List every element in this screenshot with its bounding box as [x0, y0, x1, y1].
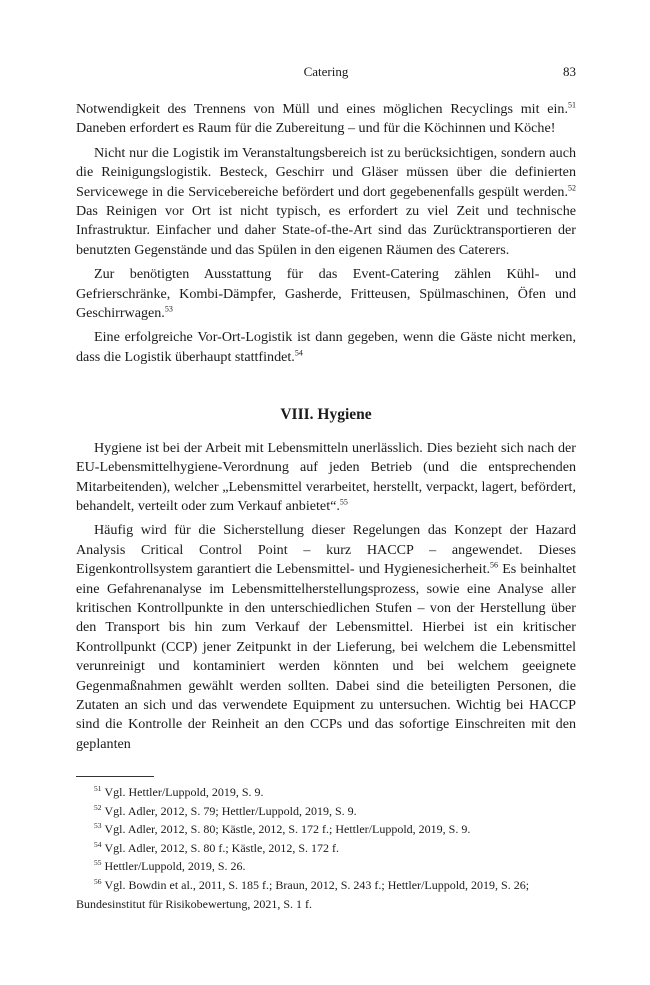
paragraph: Zur benötigten Ausstattung für das Event-Catering zählen Kühl- und Gefrierschränke, Kombi-Dämpfer, Gasherde, Fritteusen, Spülmaschinen, Öfen und Geschirrwagen.$^{53}$ — [76, 266, 576, 322]
running-header — [76, 62, 576, 82]
footnote-ref[interactable]: 56 — [490, 560, 499, 570]
running-title: Catering — [303, 64, 349, 79]
footnote-ref[interactable]: 54 — [294, 348, 303, 358]
footnote: $^{56}$ Vgl. Bowdin et al., 2011, S. 185 f.; Braun, 2012, S. 243 f.; Hettler/Luppold, 2019, S. 26; Bundesinstitut für Risikobewertung, 2021, S. 1 f. — [76, 876, 530, 911]
footnote-ref[interactable]: 51 — [568, 100, 576, 110]
footnote-ref[interactable]: 52 — [568, 182, 576, 192]
paragraph: Eine erfolgreiche Vor-Ort-Logistik ist dann gegeben, wenn die Gäste nicht merken, dass die Logistik überhaupt stattfindet.$^{54}$ — [76, 329, 576, 365]
paragraph: Nicht nur die Logistik im Veranstaltungsbereich ist zu berücksichtigen, sondern auch die Reinigungslogistik. Besteck, Geschirr und Gläser müssen über die definierten Servicewege in die Servicebereiche befördert und dort gegebenenfalls gespült werden.$^{52}$ Das Reinigen vor Ort ist nicht typisch, es erfordert zu viel Zeit und technische Infrastruktur. Einfacher und daher State-of-the-Art sind das Zurücktransportieren der benutzten Gegenstände und das Spülen in den eigenen Räumen des Caterers. — [76, 144, 576, 258]
paragraph: Notwendigkeit des Trennens von Müll und eines möglichen Recyclings mit ein.$^{51}$ Daneben erfordert es Raum für die Zubereitung – und für die Köchinnen und Köche! — [76, 100, 576, 137]
section-heading: VIII. Hygiene — [280, 406, 372, 424]
footnote: $^{53}$ Vgl. Adler, 2012, S. 80; Kästle, 2012, S. 172 f.; Hettler/Luppold, 2019, S. 9. — [94, 821, 471, 837]
paragraph: Häufig wird für die Sicherstellung dieser Regelungen das Konzept der Hazard Analysis Critical Control Point – kurz HACCP – angewendet. Dieses Eigenkontrollsystem garantiert die Lebensmittel- und Hygienesicherheit.$^{56}$ Es beinhaltet eine Gefahrenanalyse im Lebensmittelherstellungsprozess, sowie eine Analyse aller kritischen Kontrollpunkte in den unterschiedlichen Stufen – von der Herstellung über den Transport bis hin zum Verkauf der Lebensmittel. Hierbei ist ein kritischer Kontrollpunkt (CCP) jener Zeitpunkt in der Lieferung, bei welchem die Lebensmittel verunreinigt und kontaminiert werden könnten und bei welchem geeignete Gegenmaßnahmen gewählt werden sollten. Dabei sind die beteiligten Personen, die Zutaten an sich und das verwendete Equipment zu untersuchen. Wichtig bei HACCP sind die Kontrolle der Reinheit an den CCPs und das sofortige Einschreiten mit den geplanten — [76, 522, 576, 752]
page-number: 83 — [563, 64, 576, 79]
footnote-ref[interactable]: 53 — [164, 304, 173, 314]
footnote-divider — [76, 776, 154, 777]
body-text — [76, 100, 576, 754]
footnote: $^{55}$ Hettler/Luppold, 2019, S. 26. — [94, 858, 246, 874]
footnote: $^{54}$ Vgl. Adler, 2012, S. 80 f.; Kästle, 2012, S. 172 f. — [94, 839, 340, 855]
paragraph: Hygiene ist bei der Arbeit mit Lebensmitteln unerlässlich. Dies bezieht sich nach der EU-Lebensmittelhygiene-Verordnung auf jeden Betrieb (und die entsprechenden Mitarbeitenden), welcher „Lebensmittel verarbeitet, herstellt, verpackt, lagert, befördert, behandelt, verteilt oder zum Verkauf anbietet“.$^{55}$ — [76, 439, 576, 514]
footnote: $^{52}$ Vgl. Adler, 2012, S. 79; Hettler/Luppold, 2019, S. 9. — [94, 802, 357, 818]
page — [76, 62, 576, 759]
footnote-ref[interactable]: 55 — [339, 497, 348, 507]
footnotes — [76, 776, 576, 913]
footnote: $^{51}$ Vgl. Hettler/Luppold, 2019, S. 9. — [94, 784, 264, 799]
